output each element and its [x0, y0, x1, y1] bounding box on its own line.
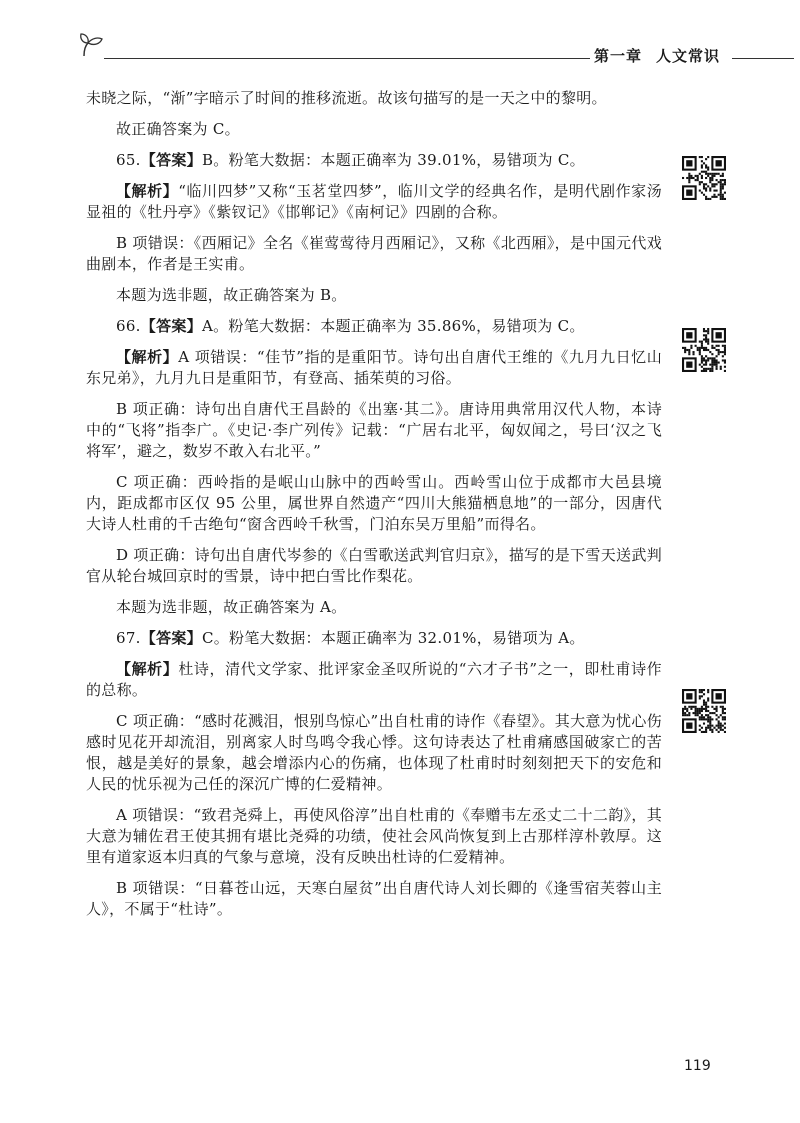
qr-code-icon: [682, 328, 726, 372]
header-rule: [104, 58, 590, 59]
paragraph: [86, 233, 662, 275]
chapter-heading: [594, 45, 720, 66]
paragraph-text: “临川四梦”又称“玉茗堂四梦”，临川文学的经典名作，是明代剧作家汤显祖的《牡丹亭》《紫钗记》《邯郸记》《南柯记》四剧的合称。: [86, 182, 663, 221]
qr-code-icon: [682, 328, 726, 372]
paragraph-text: B。粉笔大数据：本题正确率为 39.01%，易错项为 C。: [201, 151, 585, 169]
paragraph-text: 本题为选非题，故正确答案为 A。: [116, 598, 347, 616]
paragraph-text: B 项错误：《西厢记》全名《崔莺莺待月西厢记》，又称《北西厢》，是中国元代戏曲剧本，作者是王实甫。: [86, 234, 662, 273]
section-tag: 【解析】: [116, 348, 179, 366]
paragraph: [86, 628, 662, 649]
paragraph-text: B 项正确：诗句出自唐代王昌龄的《出塞·其二》。唐诗用典常用汉代人物，本诗中的“飞将”指李广。《史记·李广列传》记载：“广居右北平，匈奴闻之，号曰‘汉之飞将军’，避之，数岁不敢入右北平。”: [86, 400, 662, 460]
paragraph-text: C。粉笔大数据：本题正确率为 32.01%，易错项为 A。: [201, 629, 585, 647]
qr-code-icon: [682, 156, 726, 200]
paragraph-text: 故正确答案为 C。: [116, 120, 240, 138]
chapter-number: 第一章: [594, 47, 643, 65]
section-tag: 【答案】: [140, 317, 202, 335]
paragraph: [86, 878, 662, 920]
paragraph: [86, 150, 662, 171]
paragraph: [86, 805, 662, 868]
paragraph: [86, 285, 662, 306]
paragraph: [86, 88, 662, 109]
chapter-title: 人文常识: [656, 47, 721, 65]
paragraph-text: B 项错误：“日暮苍山远，天寒白屋贫”出自唐代诗人刘长卿的《逢雪宿芙蓉山主人》，不属于“杜诗”。: [86, 879, 662, 918]
paragraph: [86, 181, 662, 223]
paragraph: [86, 399, 662, 462]
paragraph: [86, 316, 662, 337]
paragraph-text: 杜诗，清代文学家、批评家金圣叹所说的“六才子书”之一，即杜甫诗作的总称。: [86, 660, 662, 699]
paragraph-text: A 项错误：“佳节”指的是重阳节。诗句出自唐代王维的《九月九日忆山东兄弟》，九月九日是重阳节，有登高、插茱萸的习俗。: [86, 348, 663, 387]
paragraph-text: A 项错误：“致君尧舜上，再使风俗淳”出自杜甫的《奉赠韦左丞丈二十二韵》，其大意为辅佐君王使其拥有堪比尧舜的功绩，使社会风尚恢复到上古那样淳朴敦厚。这里有道家返本归真的气象与意境，没有反映出杜诗的仁爱精神。: [86, 806, 662, 866]
page-body: [86, 88, 662, 930]
section-tag: 【解析】: [116, 660, 179, 678]
section-tag: 【解析】: [116, 182, 179, 200]
paragraph: [86, 347, 662, 389]
paragraph: [86, 545, 662, 587]
page-number: 119: [684, 1058, 711, 1074]
paragraph-text: C 项正确：西岭指的是岷山山脉中的西岭雪山。西岭雪山位于成都市大邑县境内，距成都市区仅 95 公里，属世界自然遗产“四川大熊猫栖息地”的一部分，因唐代大诗人杜甫的千古绝句“窗含西岭千秋雪，门泊东吴万里船”而得名。: [86, 473, 662, 533]
paragraph: [86, 472, 662, 535]
question-number: 66.: [116, 317, 141, 335]
paragraph-text: 未晓之际，“渐”字暗示了时间的推移流逝。故该句描写的是一天之中的黎明。: [86, 89, 607, 107]
paragraph-text: C 项正确：“感时花溅泪，恨别鸟惊心”出自杜甫的诗作《春望》。其大意为忧心伤感时见花开却流泪，别离家人时鸟鸣令我心悸。这句诗表达了杜甫痛感国破家亡的苦恨，越是美好的景象，越会增添内心的伤痛，也体现了杜甫时时刻刻把天下的安危和人民的忧乐视为己任的深沉广博的仁爱精神。: [86, 712, 662, 793]
qr-code-icon: [682, 689, 726, 733]
paragraph: [86, 711, 662, 795]
paragraph-text: D 项正确：诗句出自唐代岑参的《白雪歌送武判官归京》，描写的是下雪天送武判官从轮台城回京时的雪景，诗中把白雪比作梨花。: [86, 546, 662, 585]
paragraph: [86, 119, 662, 140]
question-number: 65.: [116, 151, 141, 169]
paragraph: [86, 597, 662, 618]
sprout-icon: [78, 30, 106, 58]
page-header: [0, 0, 800, 80]
paragraph-text: A。粉笔大数据：本题正确率为 35.86%，易错项为 C。: [201, 317, 585, 335]
section-tag: 【答案】: [140, 151, 202, 169]
qr-code-icon: [682, 156, 726, 200]
qr-code-icon: [682, 689, 726, 733]
paragraph: [86, 659, 662, 701]
section-tag: 【答案】: [140, 629, 202, 647]
header-rule: [732, 58, 794, 59]
paragraph-text: 本题为选非题，故正确答案为 B。: [116, 286, 347, 304]
question-number: 67.: [116, 629, 141, 647]
